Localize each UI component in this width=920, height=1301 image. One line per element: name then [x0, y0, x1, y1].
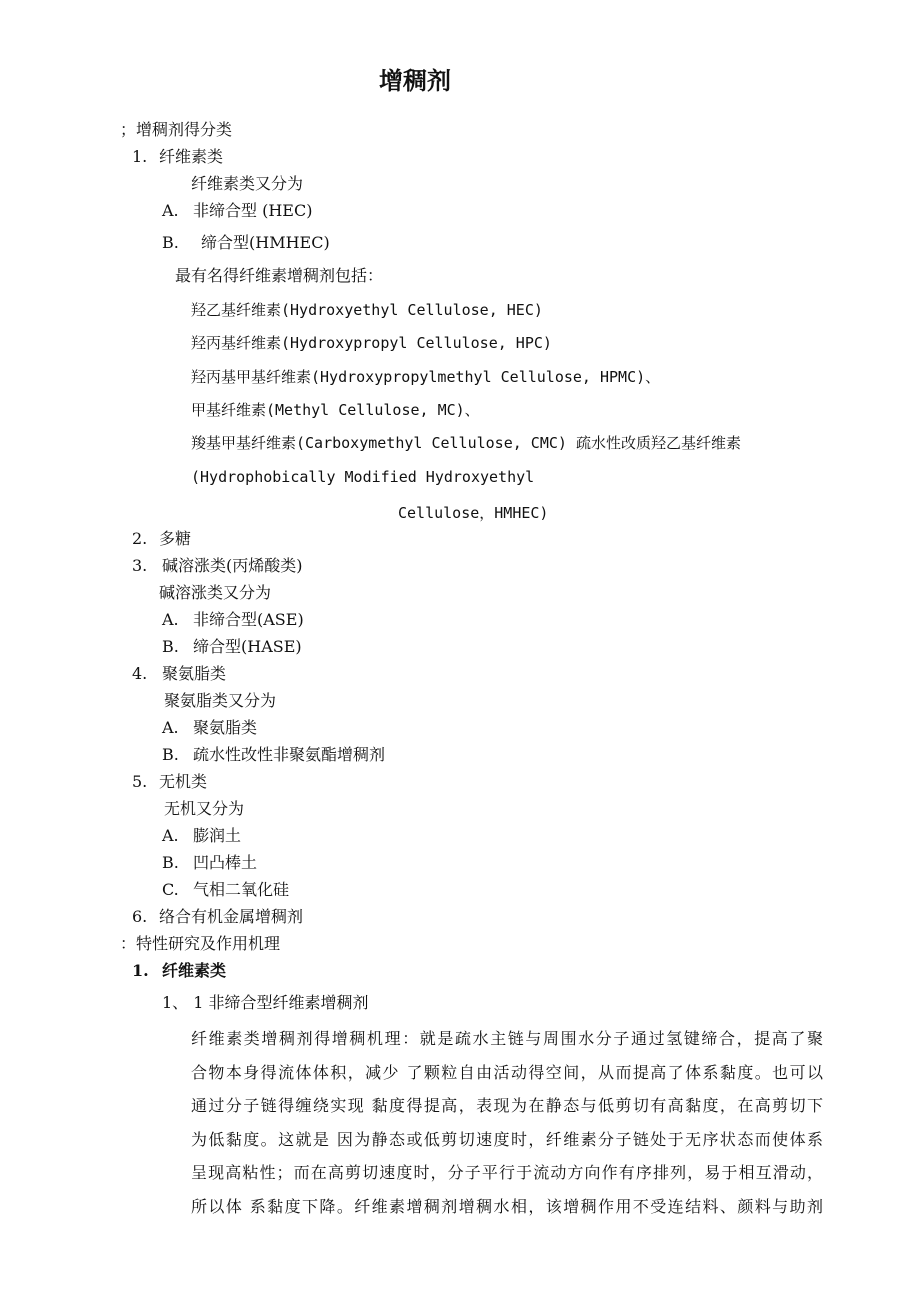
paragraph-line: 合物本身得流体体积，减少 了颗粒自由活动得空间，从而提高了体系黏度。也可以 — [191, 1062, 823, 1082]
item-number-1-bold: 1. — [132, 961, 149, 980]
item-number-4: 4. — [132, 664, 148, 683]
sub-item-polyurethane: 聚氨脂类 — [193, 718, 258, 737]
sub-letter-a: A. — [162, 201, 179, 220]
sub-intro-alkali: 碱溶涨类又分为 — [159, 583, 272, 602]
cellulose-list-item: 羟乙基纤维素(Hydroxyethyl Cellulose, HEC) — [191, 301, 543, 319]
paragraph-line: 所以体 系黏度下降。纤维素增稠剂增稠水相，该增稠作用不受连结料、颜料与助剂 — [191, 1196, 823, 1216]
item-label-inorganic: 无机类 — [159, 772, 208, 791]
sub-item-attapulgite: 凹凸棒土 — [193, 853, 258, 872]
cellulose-list-item: 羟丙基纤维素(Hydroxypropyl Cellulose, HPC) — [191, 334, 552, 352]
subsection-heading-non-associative: 1、 1 非缔合型纤维素增稠剂 — [162, 993, 369, 1012]
item-label-cellulose-bold: 纤维素类 — [162, 961, 227, 980]
sub-item-bentonite: 膨润土 — [193, 826, 242, 845]
item-label-polysaccharide: 多糖 — [159, 529, 192, 548]
sub-item-fumed-silica: 气相二氧化硅 — [193, 880, 290, 899]
paragraph-line: 纤维素类增稠剂得增稠机理：就是疏水主链与周围水分子通过氢键缔合，提高了聚 — [191, 1029, 823, 1048]
item-number-3: 3. — [132, 556, 148, 575]
sub-letter-b: B. — [162, 853, 179, 872]
sub-intro-polyurethane: 聚氨脂类又分为 — [164, 691, 277, 710]
item-number-2: 2. — [132, 529, 148, 548]
sub-letter-b: B. — [162, 233, 179, 252]
item-label-polyurethane: 聚氨脂类 — [162, 664, 227, 683]
item-number-6: 6. — [132, 907, 148, 926]
famous-cellulose-intro: 最有名得纤维素增稠剂包括： — [175, 266, 384, 285]
sub-item-ase: 非缔合型(ASE) — [193, 610, 304, 629]
cellulose-list-item: (Hydrophobically Modified Hydroxyethyl — [191, 468, 535, 486]
item-number-5: 5. — [132, 772, 148, 791]
section-heading-mechanism: ：特性研究及作用机理 — [120, 934, 281, 953]
sub-item-hase: 缔合型(HASE) — [193, 637, 302, 656]
cellulose-list-item: 羟丙基甲基纤维素(Hydroxypropylmethyl Cellulose, HPMC)、 — [191, 368, 661, 386]
sub-item-hec: 非缔合型 (HEC) — [193, 201, 313, 220]
paragraph-line: 为低黏度。这就是 因为静态或低剪切速度时，纤维素分子链处于无序状态而使体系 — [191, 1129, 823, 1149]
cellulose-list-item: 甲基纤维素(Methyl Cellulose, MC)、 — [191, 401, 480, 419]
item-number-1: 1. — [132, 147, 148, 166]
sub-letter-b: B. — [162, 637, 179, 656]
sub-item-hydrophobic-non-pu: 疏水性改性非聚氨酯增稠剂 — [193, 745, 386, 764]
sub-letter-b: B. — [162, 745, 179, 764]
paragraph-line: 呈现高粘性；而在高剪切速度时，分子平行于流动方向作有序排列，易于相互滑动， — [191, 1163, 823, 1182]
sub-intro-inorganic: 无机又分为 — [164, 799, 245, 818]
mechanism-paragraph — [191, 1022, 823, 1223]
sub-letter-a: A. — [162, 718, 179, 737]
item-label-alkali-swellable: 碱溶涨类(丙烯酸类) — [162, 556, 303, 575]
cellulose-list-item: 羧基甲基纤维素(Carboxymethyl Cellulose, CMC) 疏水性改质羟乙基纤维素 — [191, 434, 741, 452]
page-title: 增稠剂 — [379, 67, 451, 95]
sub-letter-a: A. — [162, 610, 179, 629]
item-label-cellulose: 纤维素类 — [159, 147, 224, 166]
sub-intro-cellulose: 纤维素类又分为 — [191, 174, 304, 193]
sub-letter-a: A. — [162, 826, 179, 845]
cellulose-list-item: Cellulose，HMHEC) — [398, 504, 549, 522]
sub-item-hmhec: 缔合型(HMHEC) — [201, 233, 330, 252]
item-label-organometallic: 络合有机金属增稠剂 — [159, 907, 304, 926]
sub-letter-c: C. — [162, 880, 179, 899]
paragraph-line: 通过分子链得缠绕实现 黏度得提高，表现为在静态与低剪切有高黏度，在高剪切下 — [191, 1096, 823, 1115]
section-heading-classification: ；增稠剂得分类 — [120, 120, 233, 139]
